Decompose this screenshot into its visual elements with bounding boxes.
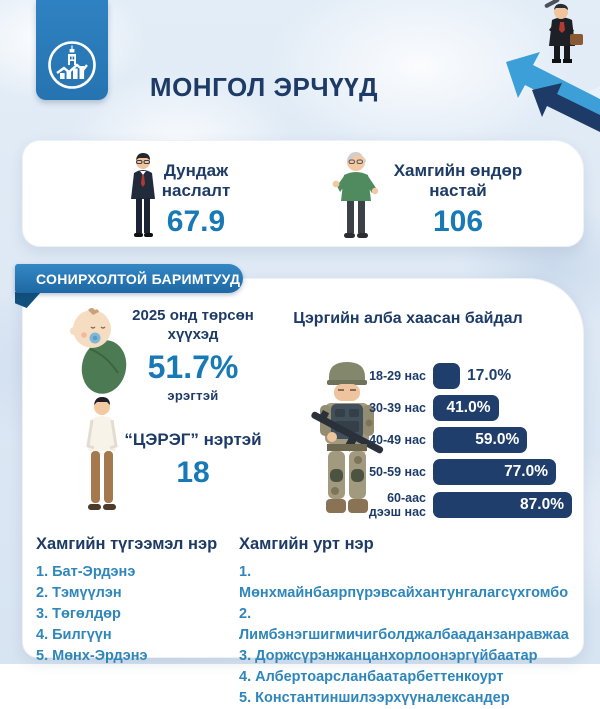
chart-bar-track bbox=[433, 459, 572, 485]
chart-category-label: 18-29 нас bbox=[369, 368, 426, 383]
facts-card bbox=[22, 278, 584, 706]
common-names-list bbox=[36, 562, 236, 667]
longest-names-list bbox=[239, 562, 579, 709]
oldest-age-value: 106 bbox=[432, 204, 484, 238]
chart-value-label: 41.0% bbox=[446, 399, 491, 416]
list-item: 3. Төгөлдөр bbox=[36, 606, 121, 622]
list-item: 5. Константиншилээрхүүналександер bbox=[239, 690, 510, 706]
chart-value-label: 77.0% bbox=[504, 463, 549, 480]
businessman-on-arrows-icon bbox=[492, 0, 600, 132]
average-lifespan-stat bbox=[146, 161, 246, 239]
list-item: 5. Мөнх-Эрдэнэ bbox=[36, 648, 148, 664]
chart-value-label: 59.0% bbox=[475, 431, 520, 448]
old-man-icon bbox=[328, 151, 384, 245]
list-item: 1. Мөнхмайнбаярпүрэвсайхантунгалагсүхгомбо bbox=[239, 564, 569, 601]
chart-row bbox=[353, 459, 579, 485]
military-service-chart bbox=[353, 363, 579, 526]
chart-bar-track bbox=[433, 363, 572, 389]
list-item: 1. Бат-Эрдэнэ bbox=[36, 564, 136, 580]
oldest-age-label: Хамгийн өндөр настай bbox=[393, 161, 523, 201]
facts-banner-label: СОНИРХОЛТОЙ БАРИМТУУД bbox=[36, 270, 241, 287]
military-chart-title: Цэргийн алба хаасан байдал bbox=[293, 310, 523, 327]
stats-card bbox=[22, 140, 584, 247]
chart-row bbox=[353, 395, 579, 421]
chart-value-label: 17.0% bbox=[467, 367, 512, 384]
common-names-title: Хамгийн түгээмэл нэр bbox=[36, 535, 218, 553]
list-item: 3. Доржсүрэнжанцанхорлоонэргүйбаатар bbox=[239, 648, 538, 664]
chart-bar bbox=[433, 427, 527, 453]
statistics-office-logo-icon bbox=[47, 40, 97, 90]
births-2025-note: эрэгтэй bbox=[167, 387, 219, 403]
page-title: МОНГОЛ ЭРЧҮҮД bbox=[149, 72, 379, 102]
common-names-section bbox=[36, 535, 236, 667]
births-2025-value: 51.7% bbox=[147, 348, 239, 385]
chart-category-label: 50-59 нас bbox=[369, 464, 426, 479]
list-item: 2. Тэмүүлэн bbox=[36, 585, 122, 601]
facts-banner bbox=[15, 264, 243, 293]
tsereg-named-label: “ЦЭРЭГ” нэртэй bbox=[124, 430, 262, 449]
chart-row bbox=[353, 363, 579, 389]
oldest-age-stat bbox=[383, 161, 533, 239]
list-item: 4. Албертоарсланбаатарбеттенкоурт bbox=[239, 669, 504, 685]
service-chart-rows bbox=[353, 363, 579, 520]
births-2025-label: 2025 онд төрсөн хүүхэд bbox=[132, 307, 254, 343]
chart-row bbox=[353, 427, 579, 453]
list-item: 4. Билгүүн bbox=[36, 627, 112, 643]
chart-value-label: 87.0% bbox=[520, 496, 564, 514]
chart-bar-track bbox=[433, 427, 572, 453]
logo-ribbon bbox=[36, 0, 108, 100]
average-lifespan-value: 67.9 bbox=[166, 204, 226, 238]
list-item: 2. Лимбэнэгшигмичигболджалбааданзанравжаа bbox=[239, 606, 569, 643]
chart-bar-track bbox=[433, 492, 572, 518]
tsereg-named-fact bbox=[93, 429, 293, 490]
longest-names-section bbox=[239, 535, 579, 709]
chart-bar bbox=[433, 395, 499, 421]
tsereg-named-value: 18 bbox=[176, 456, 210, 490]
chart-category-label: 30-39 нас bbox=[369, 400, 426, 415]
chart-bar bbox=[433, 492, 572, 518]
chart-bar-track bbox=[433, 395, 572, 421]
births-2025-fact bbox=[93, 307, 293, 403]
longest-names-title: Хамгийн урт нэр bbox=[239, 535, 374, 553]
chart-category-label: 60-аас дээш нас bbox=[368, 491, 426, 520]
chart-bar bbox=[433, 363, 460, 389]
average-lifespan-label: Дундаж наслалт bbox=[161, 161, 231, 201]
chart-category-label: 40-49 нас bbox=[369, 432, 426, 447]
chart-bar bbox=[433, 459, 556, 485]
chart-row bbox=[353, 491, 579, 520]
